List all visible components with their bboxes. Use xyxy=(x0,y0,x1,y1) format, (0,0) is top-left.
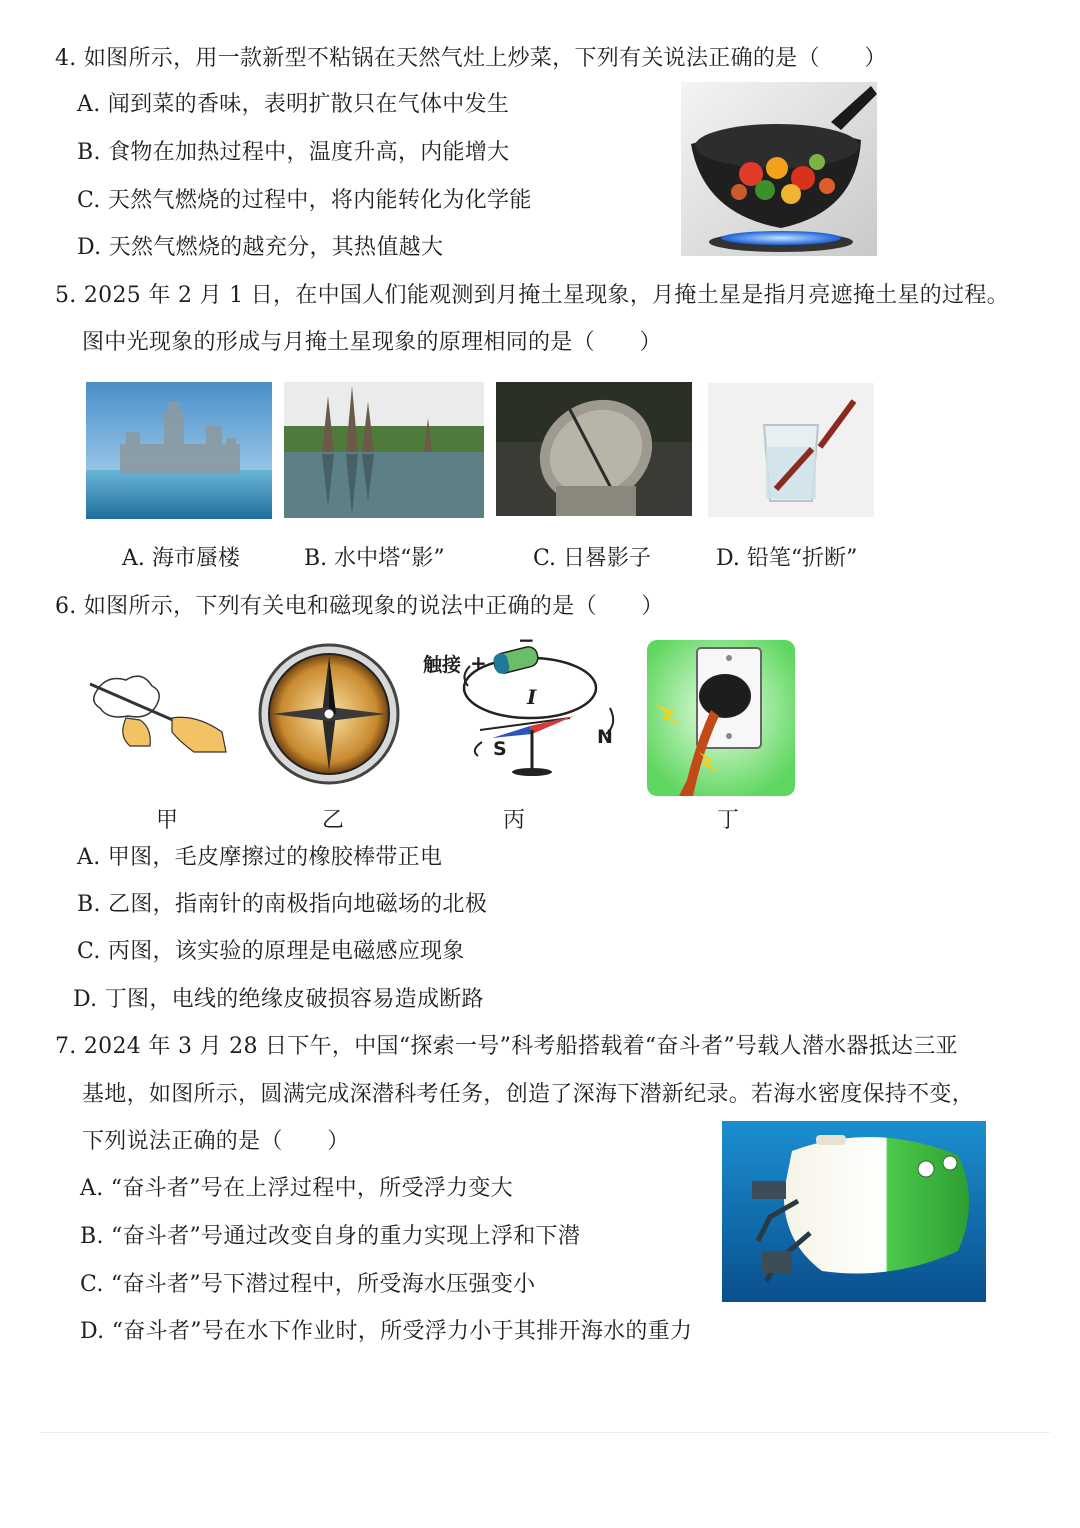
page-bottom-divider xyxy=(40,1432,1050,1433)
q5-pencil-in-water-picture xyxy=(708,383,874,517)
q4-stem: 4. 如图所示，用一款新型不粘锅在天然气灶上炒菜，下列有关说法正确的是（ ） xyxy=(55,46,887,71)
q6-option-c: C. 丙图，该实验的原理是电磁感应现象 xyxy=(77,939,465,964)
q6-fig-ding-socket xyxy=(647,640,795,796)
q7-stem-line2: 基地，如图所示，圆满完成深潜科考任务，创造了深海下潜新纪录。若海水密度保持不变， xyxy=(82,1082,975,1107)
q6-bing-south-label: S xyxy=(493,738,507,760)
q6-label-yi: 乙 xyxy=(322,808,345,833)
q7-option-c: C. “奋斗者”号下潜过程中，所受海水压强变小 xyxy=(80,1272,536,1297)
q4-option-a: A. 闻到菜的香味，表明扩散只在气体中发生 xyxy=(77,92,510,117)
q4-option-b: B. 食物在加热过程中，温度升高，内能增大 xyxy=(77,140,510,165)
q4-option-c: C. 天然气燃烧的过程中，将内能转化为化学能 xyxy=(77,188,532,213)
q7-submersible-picture xyxy=(722,1121,986,1302)
q7-stem-line1: 7. 2024 年 3 月 28 日下午，中国“探索一号”科考船搭载着“奋斗者”号载人潜水器抵达三亚 xyxy=(55,1034,958,1059)
q6-label-bing: 丙 xyxy=(503,808,526,833)
q5-sundial-picture xyxy=(496,382,692,516)
q6-option-a: A. 甲图，毛皮摩擦过的橡胶棒带正电 xyxy=(77,845,443,870)
q4-wok-picture xyxy=(681,82,877,256)
q5-caption-a: A. 海市蜃楼 xyxy=(122,546,240,571)
q7-option-b: B. “奋斗者”号通过改变自身的重力实现上浮和下潜 xyxy=(80,1224,581,1249)
q6-fig-jia-rubbing-rod xyxy=(86,662,234,756)
q6-option-b: B. 乙图，指南针的南极指向地磁场的北极 xyxy=(77,892,488,917)
q5-tower-reflection-picture xyxy=(284,382,484,518)
q5-stem-line1: 5. 2025 年 2 月 1 日，在中国人们能观测到月掩土星现象，月掩土星是指月亮遮掩土星的过程。 xyxy=(55,283,1009,308)
q5-caption-d: D. 铅笔“折断” xyxy=(716,546,858,571)
q5-mirage-picture xyxy=(86,382,272,519)
q5-caption-b: B. 水中塔“影” xyxy=(304,546,445,571)
q4-option-d: D. 天然气燃烧的越充分，其热值越大 xyxy=(77,235,444,260)
q6-bing-current-label: I xyxy=(527,685,537,709)
q6-option-d: D. 丁图，电线的绝缘皮破损容易造成断路 xyxy=(73,987,484,1012)
q7-option-a: A. “奋斗者”号在上浮过程中，所受浮力变大 xyxy=(80,1176,513,1201)
q6-label-ding: 丁 xyxy=(717,808,740,833)
q6-stem: 6. 如图所示，下列有关电和磁现象的说法中正确的是（ ） xyxy=(55,594,664,619)
q6-fig-yi-compass xyxy=(258,643,400,785)
q6-bing-minus-sign: − xyxy=(518,628,535,652)
q5-caption-c: C. 日晷影子 xyxy=(533,546,652,571)
q6-bing-contact-label: 触接 xyxy=(423,654,462,676)
q6-label-jia: 甲 xyxy=(156,808,179,833)
q7-stem-line3: 下列说法正确的是（ ） xyxy=(82,1129,350,1154)
q6-bing-plus-sign: + xyxy=(470,651,487,675)
q5-stem-line2: 图中光现象的形成与月掩土星现象的原理相同的是（ ） xyxy=(82,330,662,355)
q7-option-d: D. “奋斗者”号在水下作业时，所受浮力小于其排开海水的重力 xyxy=(80,1319,693,1344)
q6-bing-north-label: N xyxy=(597,726,613,748)
